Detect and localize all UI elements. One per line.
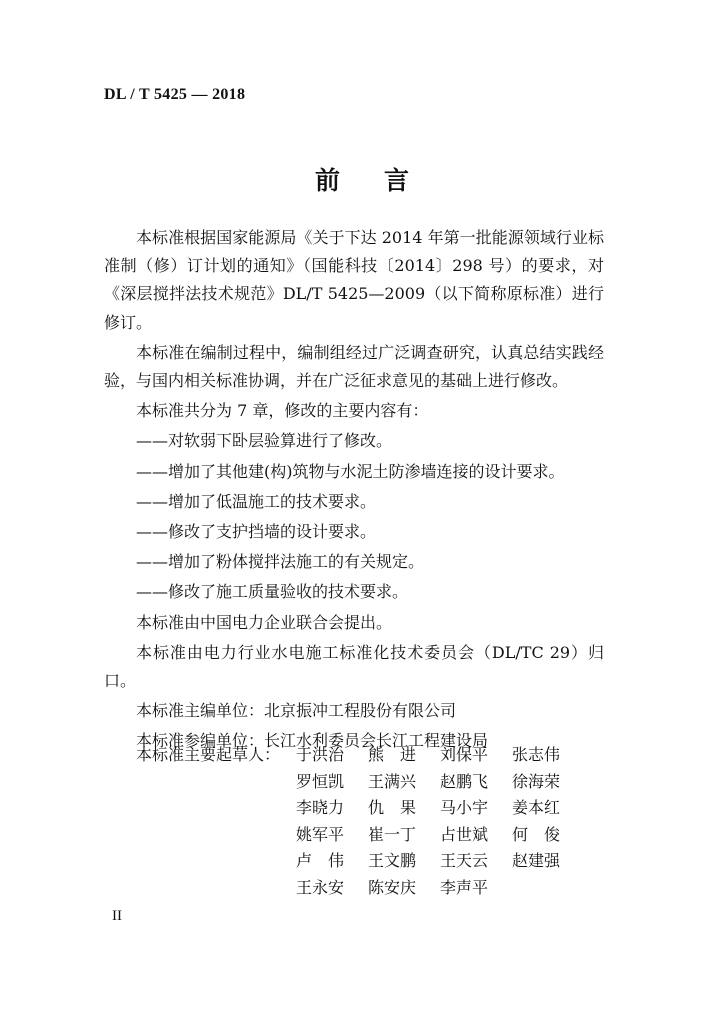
drafter-name: 马小宇 xyxy=(440,798,489,817)
page-number: II xyxy=(112,908,122,924)
paragraph-committee: 本标准由电力行业水电施工标准化技术委员会（DL/TC 29）归口。 xyxy=(104,642,604,691)
drafter-name: 赵鹏飞 xyxy=(440,771,489,791)
change-item: ——修改了施工质量验收的技术要求。 xyxy=(136,582,409,602)
drafters-name-grid xyxy=(296,742,584,901)
drafter-name: 姚军平 xyxy=(296,824,345,844)
drafter-name: 姜本红 xyxy=(512,798,561,817)
drafter-name: 占世斌 xyxy=(440,824,489,844)
change-item: ——增加了低温施工的技术要求。 xyxy=(136,491,377,511)
page-title: 前言 xyxy=(314,166,453,195)
standard-code: DL / T 5425 — 2018 xyxy=(104,86,246,103)
drafter-name: 崔一丁 xyxy=(368,824,417,844)
drafter-name: 王文鹏 xyxy=(368,851,417,870)
paragraph-revision-basis: 本标准根据国家能源局《关于下达 2014 年第一批能源领域行业标准制（修）订计划的通知》（国能科技〔2014〕298 号）的要求，对《深层搅拌法技术规范》DL/T 5425—2009（以下简称原标准）进行修订。 xyxy=(104,228,604,332)
change-item: ——增加了其他建(构)筑物与水泥土防渗墙连接的设计要求。 xyxy=(136,461,565,481)
drafter-name: 于洪治 xyxy=(296,745,345,764)
drafter-name: 赵建强 xyxy=(512,851,561,870)
change-item: ——修改了支护挡墙的设计要求。 xyxy=(136,522,377,542)
drafter-name: 何俊 xyxy=(512,824,577,844)
drafter-name: 王天云 xyxy=(440,851,489,870)
drafter-name: 仇果 xyxy=(368,798,433,817)
change-item: ——增加了粉体搅拌法施工的有关规定。 xyxy=(136,552,425,572)
drafter-name: 熊进 xyxy=(368,745,433,764)
drafter-name: 徐海荣 xyxy=(512,771,561,791)
paragraph-drafting-process: 本标准在编制过程中，编制组经过广泛调查研究，认真总结实践经验，与国内相关标准协调，并在广泛征求意见的基础上进行修改。 xyxy=(104,342,604,391)
paragraph-proposer: 本标准由中国电力企业联合会提出。 xyxy=(136,612,393,632)
drafters-label: 本标准主要起草人： xyxy=(136,745,281,764)
drafter-name: 罗恒凯 xyxy=(296,771,345,791)
drafter-name: 张志伟 xyxy=(512,745,561,764)
paragraph-participating-unit: 本标准参编单位：长江水利委员会长江工程建设局 xyxy=(136,731,489,751)
change-item: ——对软弱下卧层验算进行了修改。 xyxy=(136,431,393,451)
paragraph-chapters-intro: 本标准共分为 7 章，修改的主要内容有： xyxy=(136,401,429,421)
drafter-name: 陈安庆 xyxy=(368,877,417,897)
drafter-name: 卢伟 xyxy=(296,851,361,870)
drafter-name: 李声平 xyxy=(440,877,489,897)
drafter-name: 王永安 xyxy=(296,877,345,897)
drafter-name: 李晓力 xyxy=(296,798,345,817)
paragraph-chief-editor-unit: 本标准主编单位：北京振冲工程股份有限公司 xyxy=(136,701,457,721)
drafter-name: 刘保平 xyxy=(440,745,489,764)
drafter-name: 王满兴 xyxy=(368,771,417,791)
preface-body xyxy=(104,224,604,756)
